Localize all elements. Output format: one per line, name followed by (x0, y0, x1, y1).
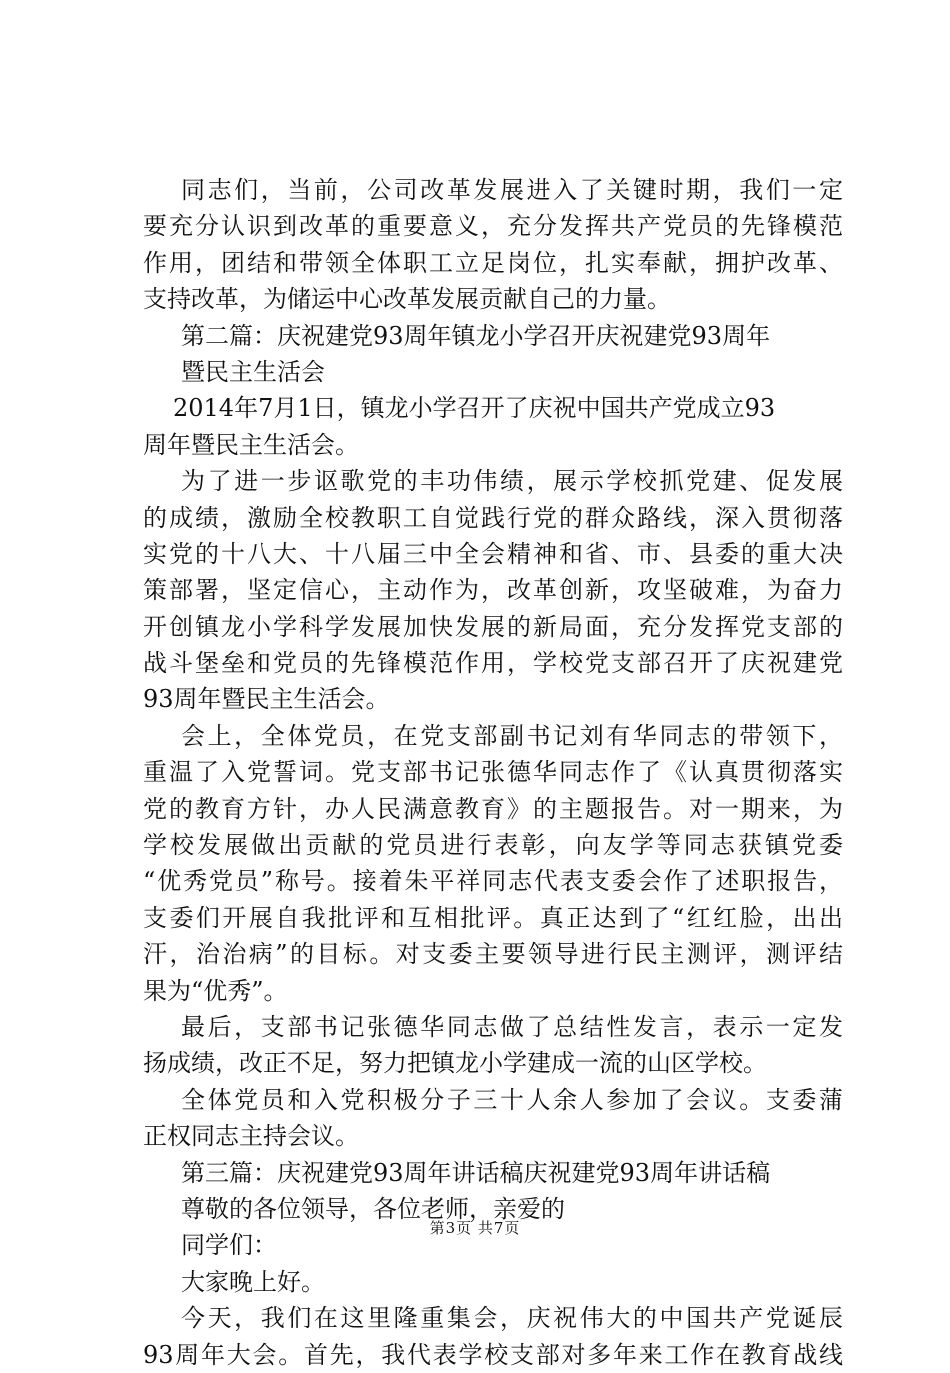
text-line: 同学们： (181, 1231, 277, 1260)
text-line: 2014年7月1日，镇龙小学召开了庆祝中国共产党成立93 (173, 394, 776, 423)
text-line: 周年暨民主生活会。 (143, 430, 359, 459)
text-line: 学校发展做出贡献的党员进行表彰，向友学等同志获镇党委 (143, 831, 843, 860)
text-line: 尊敬的各位领导，各位老师，亲爱的 (181, 1194, 565, 1223)
page-footer: 第3页 共7页 (429, 1219, 521, 1237)
text-line: 今天，我们在这里隆重集会，庆祝伟大的中国共产党诞辰 (181, 1304, 843, 1333)
text-line: 果为“优秀”。 (143, 976, 288, 1005)
text-line: 重温了入党誓词。党支部书记张德华同志作了《认真贯彻落实 (143, 758, 843, 787)
text-line: 第三篇：庆祝建党93周年讲话稿庆祝建党93周年讲话稿 (181, 1158, 771, 1187)
text-line: 战斗堡垒和党员的先锋模范作用，学校党支部召开了庆祝建党 (143, 649, 843, 678)
text-line: “优秀党员”称号。接着朱平祥同志代表支委会作了述职报告， (143, 867, 843, 896)
text-line: 大家晚上好。 (181, 1267, 325, 1296)
text-line: 为了进一步讴歌党的丰功伟绩，展示学校抓党建、促发展 (181, 467, 843, 496)
text-line: 实党的十八大、十八届三中全会精神和省、市、县委的重大决 (143, 539, 843, 568)
text-line: 策部署，坚定信心，主动作为，改革创新，攻坚破难，为奋力 (143, 576, 843, 605)
text-line: 支委们开展自我批评和互相批评。真正达到了“红红脸，出出 (143, 903, 843, 932)
text-line: 作用，团结和带领全体职工立足岗位，扎实奉献，拥护改革、 (143, 248, 843, 277)
text-line: 93周年大会。首先，我代表学校支部对多年来工作在教育战线 (143, 1340, 843, 1369)
text-line: 要充分认识到改革的重要意义，充分发挥共产党员的先锋模范 (143, 212, 843, 241)
text-line: 支持改革，为储运中心改革发展贡献自己的力量。 (143, 285, 671, 314)
text-line: 党的教育方针，办人民满意教育》的主题报告。对一期来，为 (143, 794, 843, 823)
text-line: 同志们，当前，公司改革发展进入了关键时期，我们一定 (181, 176, 843, 204)
document-body (143, 172, 843, 1373)
text-line: 会上，全体党员，在党支部副书记刘有华同志的带领下， (181, 721, 843, 750)
text-line: 第二篇：庆祝建党93周年镇龙小学召开庆祝建党93周年 (181, 321, 771, 350)
text-line: 扬成绩，改正不足，努力把镇龙小学建成一流的山区学校。 (143, 1049, 767, 1078)
text-line: 93周年暨民主生活会。 (143, 685, 390, 714)
text-line: 暨民主生活会 (181, 357, 325, 386)
text-line: 的成绩，激励全校教职工自觉践行党的群众路线，深入贯彻落 (143, 503, 843, 532)
text-line: 最后，支部书记张德华同志做了总结性发言，表示一定发 (181, 1012, 843, 1041)
text-line: 正权同志主持会议。 (143, 1122, 359, 1151)
text-line: 全体党员和入党积极分子三十人余人参加了会议。支委蒲 (181, 1085, 843, 1114)
text-line: 汗，治治病”的目标。对支委主要领导进行民主测评，测评结 (143, 940, 843, 969)
text-line: 开创镇龙小学科学发展加快发展的新局面，充分发挥党支部的 (143, 612, 843, 641)
